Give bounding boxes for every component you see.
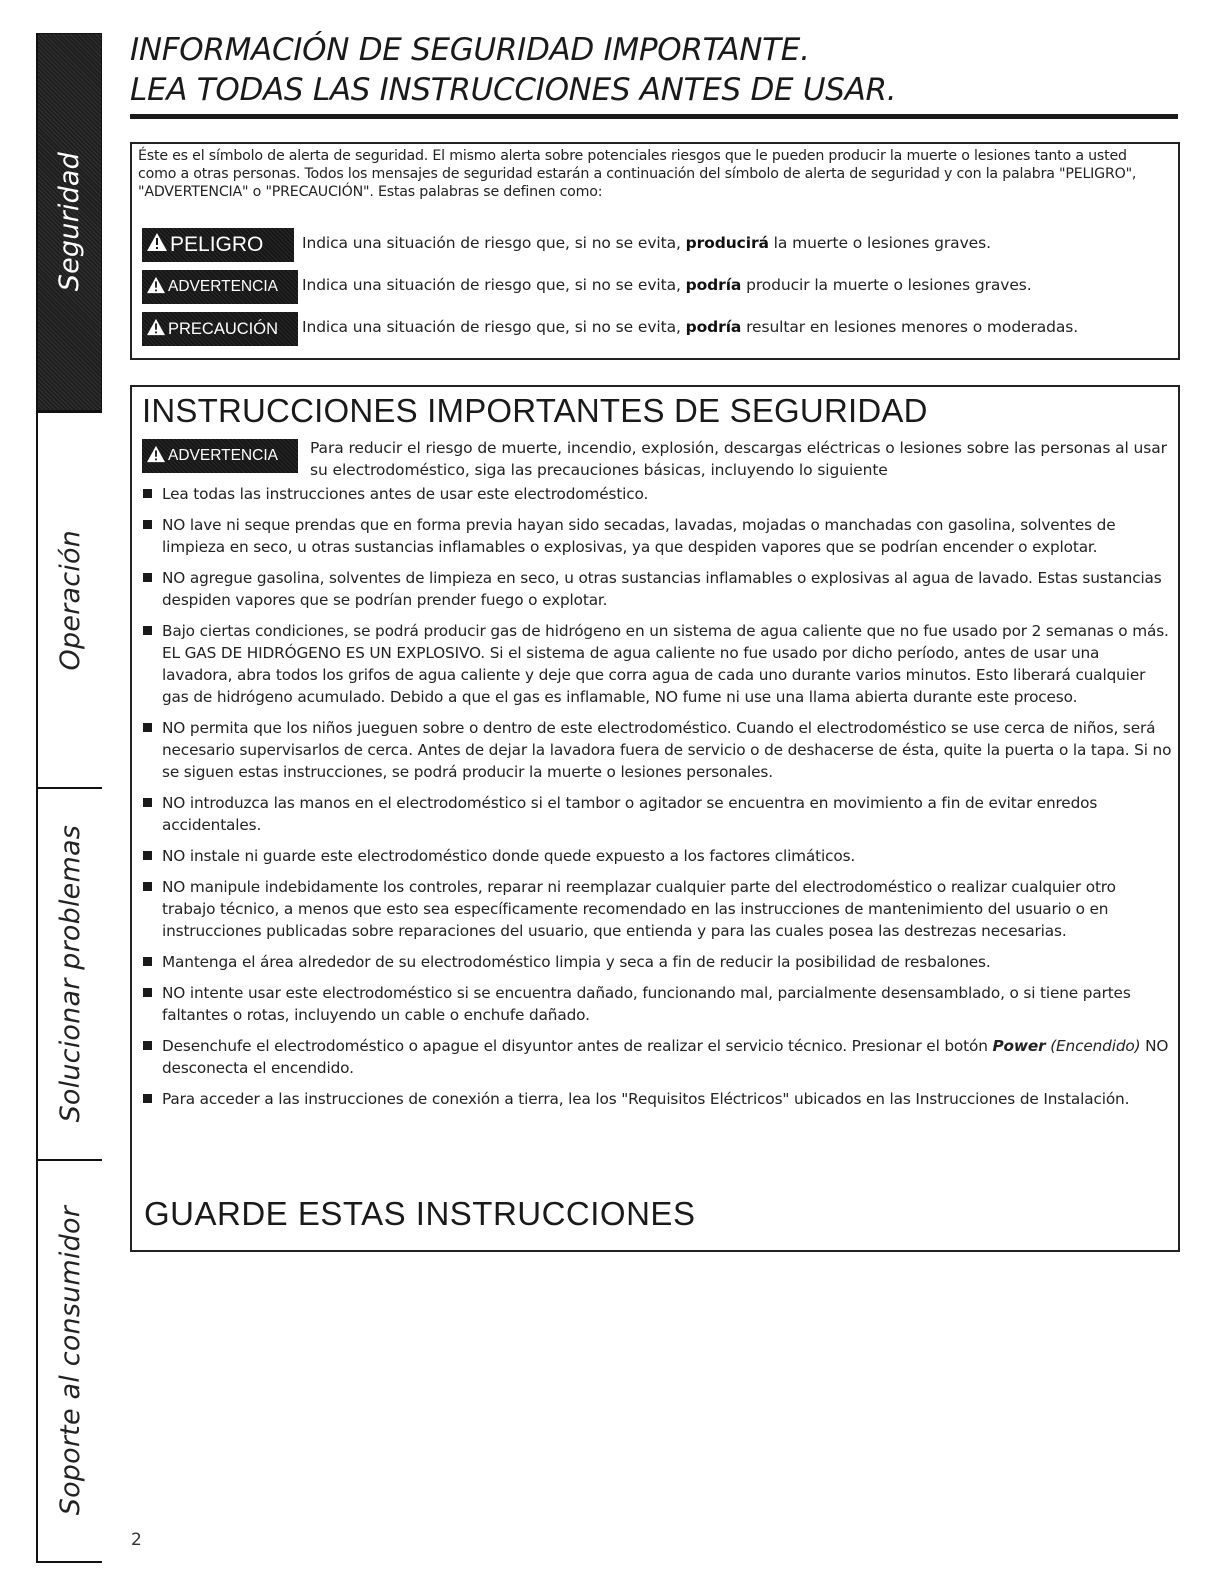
page-number: 2 [131, 1530, 142, 1550]
safety-instructions-box [130, 385, 1180, 1252]
tab-operacion[interactable] [36, 411, 102, 787]
bullet-square-icon [143, 520, 152, 529]
warning-triangle-icon [146, 318, 166, 341]
list-item-power: Desenchufe el electrodoméstico o apague el disyuntor antes de realizar el servicio técnico. Presionar el botón Power (Encendido) NO desconecta el encendido. [140, 1035, 1172, 1079]
tab-operacion-label: Operación [54, 529, 86, 671]
bullet-square-icon [143, 851, 152, 860]
peligro-badge-label: PELIGRO [170, 233, 264, 256]
bullet-square-icon [143, 1041, 152, 1050]
peligro-description: Indica una situación de riesgo que, si no se evita, producirá la muerte o lesiones graves. [302, 234, 991, 252]
signal-row-precaucion [142, 312, 1172, 346]
advertencia-warning-badge [142, 439, 298, 473]
bullet-square-icon [143, 626, 152, 635]
peligro-badge [142, 228, 294, 262]
list-item: Lea todas las instrucciones antes de usar este electrodoméstico. [140, 483, 1172, 505]
precaucion-badge [142, 312, 298, 346]
tab-solucionar-problemas-label: Solucionar problemas [54, 825, 86, 1123]
bullet-square-icon [143, 957, 152, 966]
page-header [130, 30, 1178, 119]
list-item: Bajo ciertas condiciones, se podrá producir gas de hidrógeno en un sistema de agua caliente que no fue usado por 2 semanas o más. EL GAS DE HIDRÓGENO ES UN EXPLOSIVO. Si el sistema de agua caliente no fue usado por dicho período, antes de usar una lavadora, abra todos los grifos de agua caliente y deje que corra agua de cada uno durante varios minutos. Esto liberará cualquier gas de hidrógeno acumulado. Debido a que el gas es inflamable, NO fume ni use una llama abierta durante este proceso. [140, 620, 1172, 708]
list-item: NO introduzca las manos en el electrodoméstico si el tambor o agitador se encuentra en movimiento a fin de evitar enredos accidentales. [140, 792, 1172, 836]
signal-row-peligro [142, 228, 1172, 262]
header-rule [130, 114, 1178, 119]
list-item: NO intente usar este electrodoméstico si se encuentra dañado, funcionando mal, parcialmente desensamblado, o si tiene partes faltantes o rotas, incluyendo un cable o enchufe dañado. [140, 982, 1172, 1026]
precaucion-badge-label: PRECAUCIÓN [168, 319, 279, 338]
list-item: NO instale ni guarde este electrodoméstico donde quede expuesto a los factores climáticos. [140, 845, 1172, 867]
advertencia-badge [142, 270, 298, 304]
bullet-square-icon [143, 489, 152, 498]
instructions-title: INSTRUCCIONES IMPORTANTES DE SEGURIDAD [142, 392, 928, 429]
bullet-square-icon [143, 723, 152, 732]
warning-triangle-icon [146, 232, 168, 258]
tab-seguridad[interactable] [36, 33, 102, 411]
intro-text: Éste es el símbolo de alerta de seguridad. El mismo alerta sobre potenciales riesgos que le pueden producir la muerte o lesiones tanto a usted como a otras personas. Todos los mensajes de seguridad estarán a continuación del símbolo de alerta de seguridad y con la palabra "PELIGRO", "ADVERTENCIA" o "PRECAUCIÓN". Estas palabras se definen como: [138, 148, 1137, 200]
safety-symbol-box [130, 142, 1180, 360]
advertencia-description: Indica una situación de riesgo que, si no se evita, podría producir la muerte o lesiones graves. [302, 276, 1032, 294]
bullet-square-icon [143, 573, 152, 582]
precaucion-description: Indica una situación de riesgo que, si no se evita, podría resultar en lesiones menores o moderadas. [302, 318, 1079, 336]
warning-badge-label: ADVERTENCIA [168, 447, 278, 464]
list-item: Mantenga el área alrededor de su electrodoméstico limpia y seca a fin de reducir la posibilidad de resbalones. [140, 951, 1172, 973]
list-item: NO manipule indebidamente los controles, reparar ni reemplazar cualquier parte del electrodoméstico o realizar cualquier otro trabajo técnico, a menos que esto sea específicamente recomendado en las instrucciones de mantenimiento del usuario o en instrucciones publicadas sobre reparaciones del usuario, que entienda y para las cuales posea las destrezas necesarias. [140, 876, 1172, 942]
save-instructions-title: GUARDE ESTAS INSTRUCCIONES [144, 1195, 696, 1232]
list-item: NO lave ni seque prendas que en forma previa hayan sido secadas, lavadas, mojadas o manchadas con gasolina, solventes de limpieza en seco, u otras sustancias inflamables o explosivas, ya que despiden vapores que se podrían encender o explotar. [140, 514, 1172, 558]
tab-soporte-consumidor[interactable] [36, 1159, 102, 1563]
signal-row-advertencia [142, 270, 1172, 304]
list-item: Para acceder a las instrucciones de conexión a tierra, lea los "Requisitos Eléctricos" ubicados en las Instrucciones de Instalación. [140, 1088, 1172, 1110]
side-tabs [36, 33, 104, 1563]
header-line-1: INFORMACIÓN DE SEGURIDAD IMPORTANTE. [130, 32, 810, 68]
bullet-square-icon [143, 882, 152, 891]
list-item: NO agregue gasolina, solventes de limpieza en seco, u otras sustancias inflamables o explosivas al agua de lavado. Estas sustancias despiden vapores que se podrían prender fuego o explotar. [140, 567, 1172, 611]
tab-seguridad-label: Seguridad [54, 152, 85, 292]
bullet-square-icon [143, 798, 152, 807]
warning-triangle-icon [146, 276, 166, 299]
bullet-square-icon [143, 1094, 152, 1103]
list-item: NO permita que los niños jueguen sobre o dentro de este electrodoméstico. Cuando el electrodoméstico se use cerca de niños, será necesario supervisarlos de cerca. Antes de dejar la lavadora fuera de servicio o de deshacerse de ésta, quite la puerta o la tapa. Si no se siguen estas instrucciones, se podrá producir la muerte o lesiones personales. [140, 717, 1172, 783]
advertencia-badge-label: ADVERTENCIA [168, 278, 278, 295]
instruction-list [140, 483, 1172, 1119]
bullet-square-icon [143, 988, 152, 997]
warning-triangle-icon [146, 445, 166, 468]
tab-solucionar-problemas[interactable] [36, 787, 102, 1159]
header-line-2: LEA TODAS LAS INSTRUCCIONES ANTES DE USAR. [130, 72, 897, 108]
warning-text: Para reducir el riesgo de muerte, incendio, explosión, descargas eléctricas o lesiones sobre las personas al usar su electrodoméstico, siga las precauciones básicas, incluyendo lo siguiente [310, 439, 1167, 479]
tab-soporte-consumidor-label: Soporte al consumidor [54, 1206, 86, 1516]
